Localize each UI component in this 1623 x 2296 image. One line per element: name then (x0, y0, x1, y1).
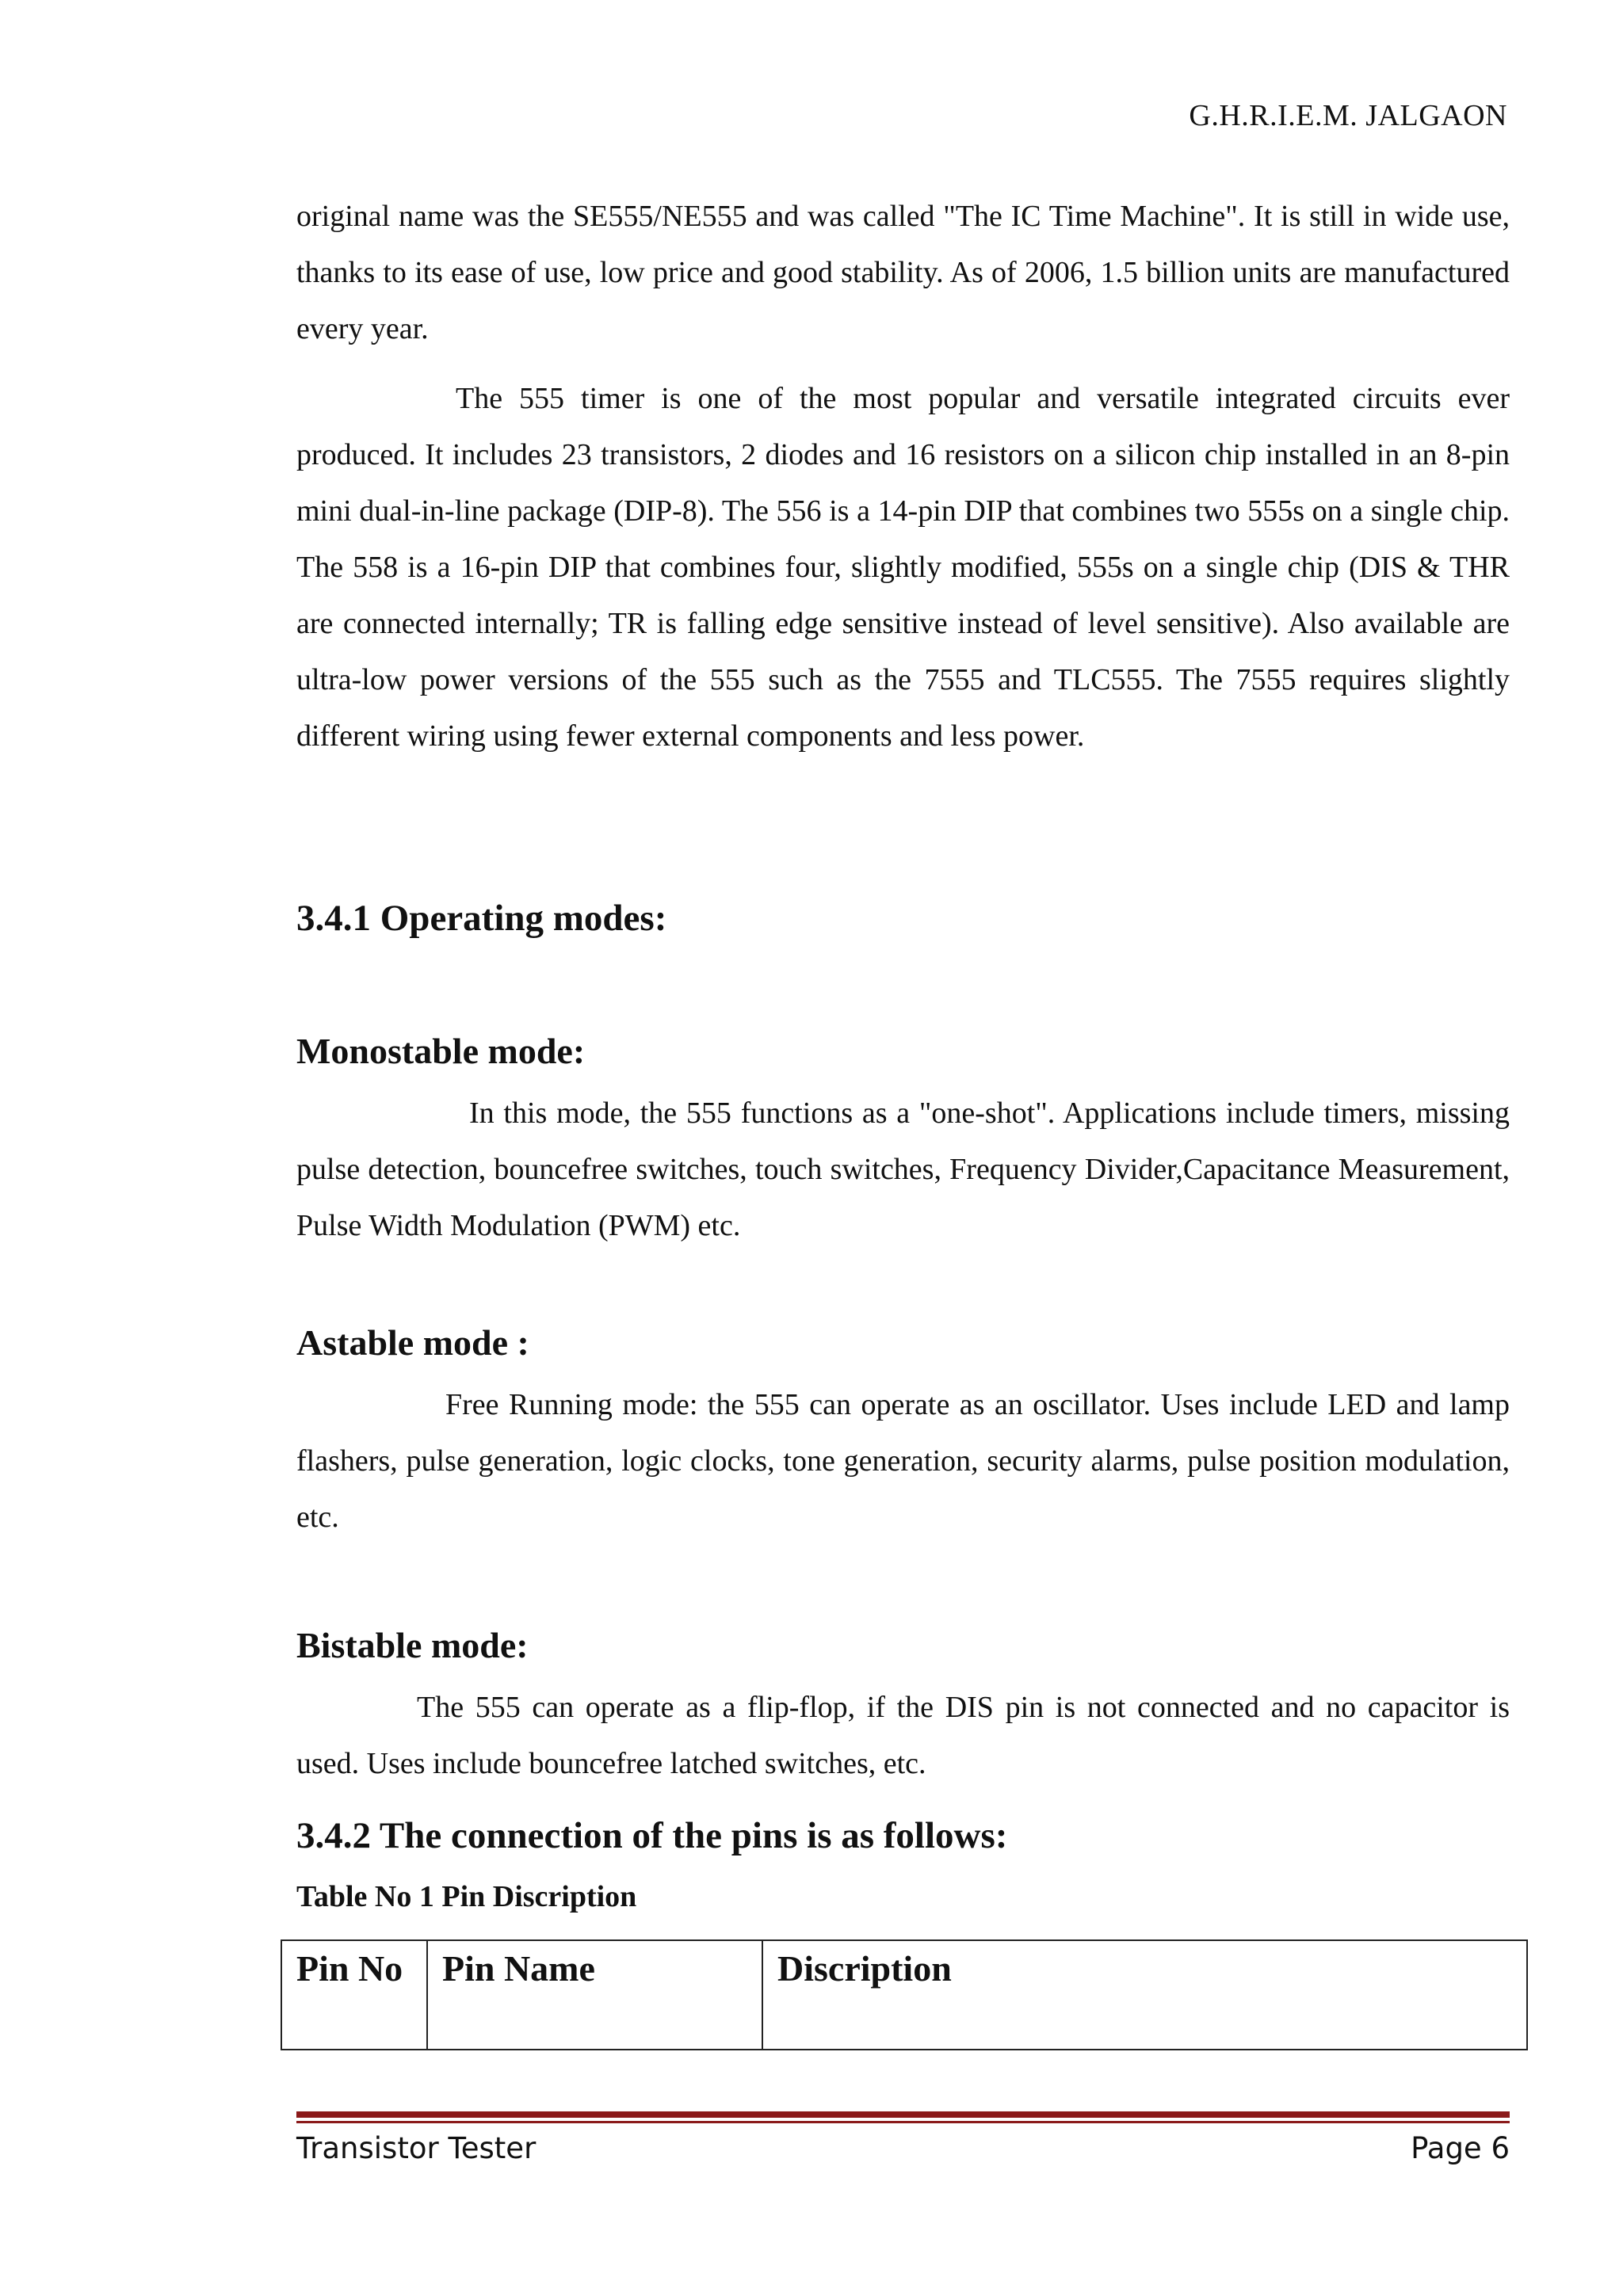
footer-rule-thick (296, 2111, 1510, 2118)
footer-project-title: Transistor Tester (296, 2131, 537, 2165)
column-header-description: Discription (762, 1940, 1527, 2050)
timer-description-paragraph: The 555 timer is one of the most popular and versatile integrated circuits ever produced. It includes 23 transistors, 2 diodes and 16 resistors on a silicon chip installed in an 8-pin mini dual-in-line package (DIP-8). The 556 is a 14-pin DIP that combines two 555s on a single chip. The 558 is a 16-pin DIP that combines four, slightly modified, 555s on a single chip (DIS & THR are connected internally; TR is falling edge sensitive instead of level sensitive). Also available are ultra-low power versions of the 555 such as the 7555 and TLC555. The 7555 requires slightly different wiring using fewer external components and less power. (296, 382, 1510, 753)
column-header-pin-no: Pin No (281, 1940, 427, 2050)
table-header-row (281, 1940, 1527, 2050)
column-header-pin-name: Pin Name (427, 1940, 762, 2050)
table-caption: Table No 1 Pin Discription (296, 1880, 637, 1913)
footer-page-number: Page 6 (1411, 2131, 1510, 2165)
subheading-astable: Astable mode : (296, 1322, 529, 1363)
section-heading-operating-modes: 3.4.1 Operating modes: (296, 898, 667, 939)
intro-paragraph: original name was the SE555/NE555 and was called "The IC Time Machine". It is still in wide use, thanks to its ease of use, low price and good stability. As of 2006, 1.5 billion units are manufactured every year. (296, 200, 1510, 345)
footer-rule-thin (296, 2121, 1510, 2123)
monostable-paragraph: In this mode, the 555 functions as a "one-shot". Applications include timers, missing pulse detection, bouncefree switches, touch switches, Frequency Divider,Capacitance Measurement, Pulse Width Modulation (PWM) etc. (296, 1097, 1510, 1242)
bistable-paragraph: The 555 can operate as a flip-flop, if the DIS pin is not connected and no capacitor is used. Uses include bouncefree latched switches, etc. (296, 1691, 1510, 1780)
section-heading-pin-connection: 3.4.2 The connection of the pins is as follows: (296, 1815, 1008, 1856)
subheading-bistable: Bistable mode: (296, 1625, 529, 1665)
pin-description-table (281, 1939, 1528, 2050)
page-header-institution: G.H.R.I.E.M. JALGAON (1189, 99, 1507, 132)
subheading-monostable: Monostable mode: (296, 1031, 586, 1071)
astable-paragraph: Free Running mode: the 555 can operate as an oscillator. Uses include LED and lamp flashers, pulse generation, logic clocks, tone generation, security alarms, pulse position modulation, etc. (296, 1388, 1510, 1534)
